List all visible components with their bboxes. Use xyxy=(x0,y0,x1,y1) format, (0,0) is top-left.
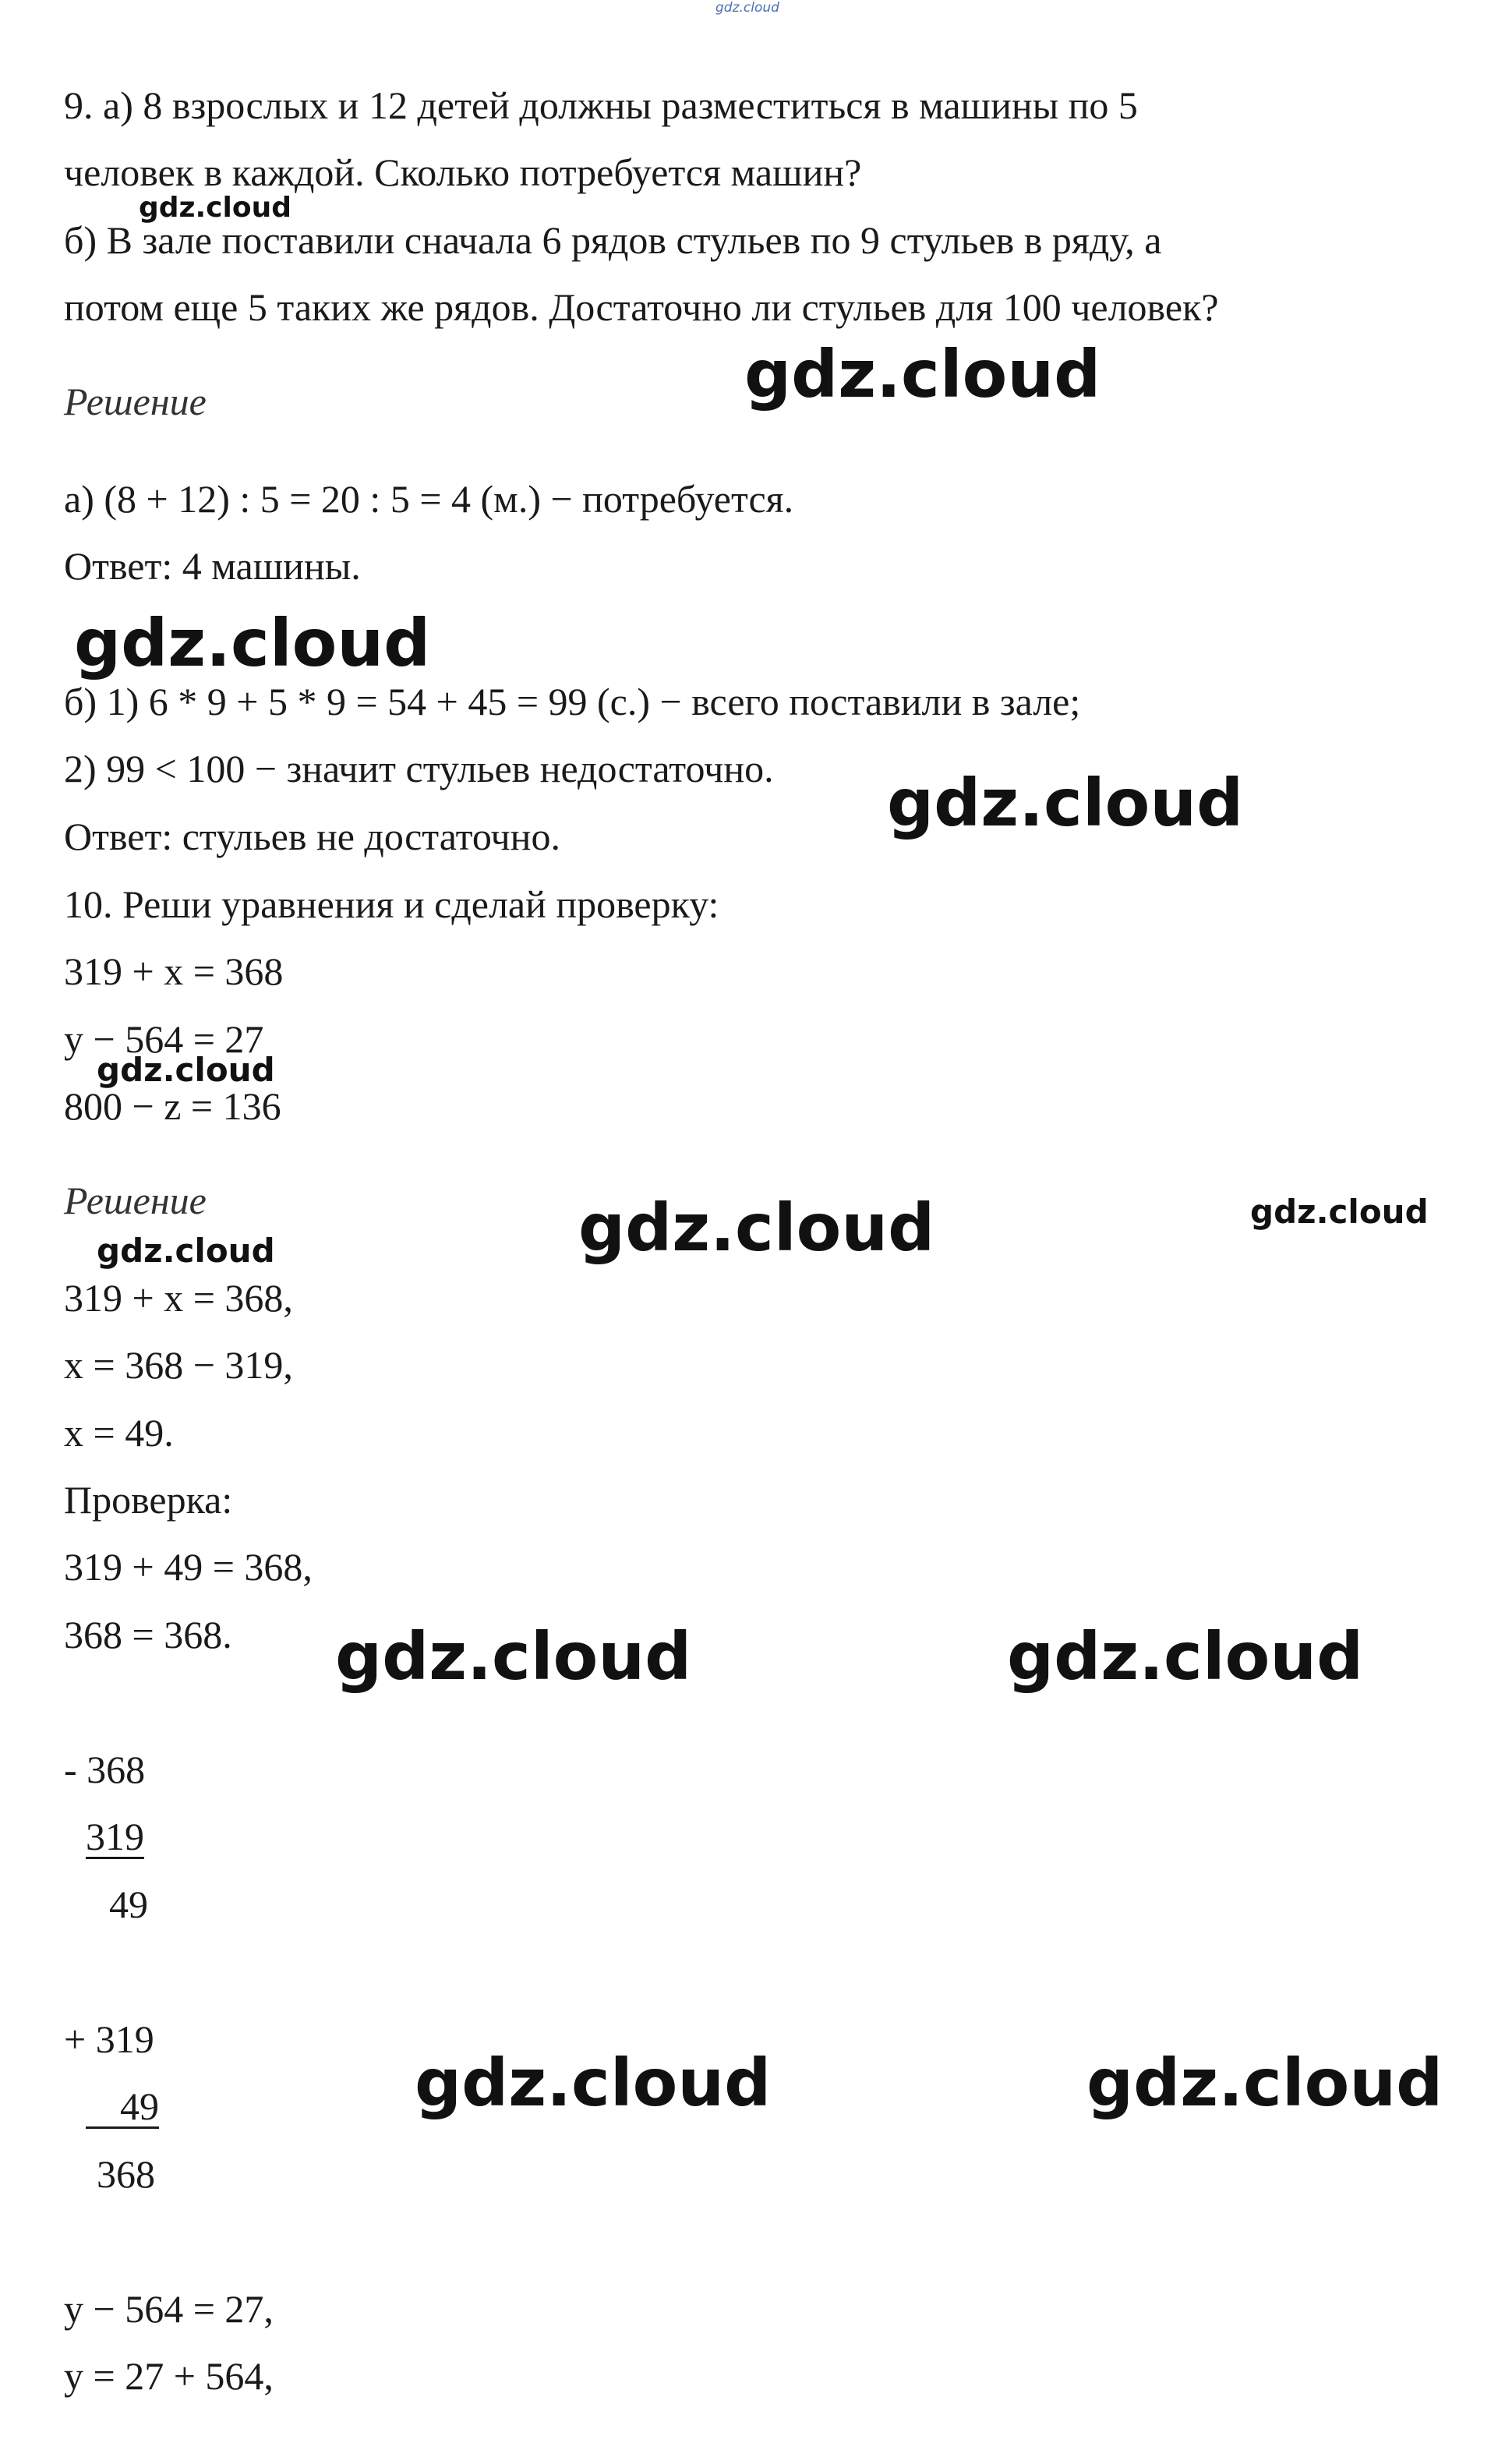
task9-text-line: 9. а) 8 взрослых и 12 детей должны разместиться в машины по 5 xyxy=(64,83,1138,127)
answer-line: Ответ: стульев не достаточно. xyxy=(64,815,560,858)
solution-line: y = 27 + 564, xyxy=(64,2354,274,2398)
column-subtraction-result: 49 xyxy=(109,1882,148,1926)
watermark: gdz.cloud xyxy=(744,336,1101,412)
task9-text-line: б) В зале поставили сначала 6 рядов стульев по 9 стульев в ряду, а xyxy=(64,218,1162,262)
answer-line: Ответ: 4 машины. xyxy=(64,544,361,588)
watermark: gdz.cloud xyxy=(97,1232,275,1270)
column-addition-result: 368 xyxy=(97,2152,155,2196)
solution-label: Решение xyxy=(64,380,207,423)
watermark: gdz.cloud xyxy=(1086,2045,1443,2121)
watermark: gdz.cloud xyxy=(415,2045,772,2121)
solution-line: 2) 99 < 100 − значит стульев недостаточно. xyxy=(64,747,774,790)
watermark: gdz.cloud xyxy=(1007,1618,1364,1695)
solution-line: а) (8 + 12) : 5 = 20 : 5 = 4 (м.) − потребуется. xyxy=(64,477,794,521)
solution-line: б) 1) 6 * 9 + 5 * 9 = 54 + 45 = 99 (с.) − всего поставили в зале; xyxy=(64,680,1081,723)
watermark: gdz.cloud xyxy=(887,765,1244,841)
solution-line: x = 368 − 319, xyxy=(64,1343,293,1387)
solution-label: Решение xyxy=(64,1179,207,1222)
equation: y − 564 = 27 xyxy=(64,1017,264,1061)
watermark: gdz.cloud xyxy=(1250,1193,1429,1231)
column-subtraction-top: - 368 xyxy=(64,1748,146,1791)
watermark: gdz.cloud xyxy=(578,1190,935,1266)
task10-title: 10. Реши уравнения и сделай проверку: xyxy=(64,882,719,926)
column-addition-operand: 49 xyxy=(86,2086,159,2129)
check-line: 319 + 49 = 368, xyxy=(64,1545,313,1589)
watermark: gdz.cloud xyxy=(139,192,291,224)
column-subtraction-operand: 319 xyxy=(86,1815,144,1858)
column-addition-top: + 319 xyxy=(64,2017,154,2061)
solution-line: 319 + x = 368, xyxy=(64,1276,293,1320)
equation: 800 − z = 136 xyxy=(64,1084,281,1128)
column-addition-mid xyxy=(86,2083,159,2130)
solution-line: x = 49. xyxy=(64,1411,174,1455)
watermark: gdz.cloud xyxy=(335,1618,692,1695)
watermark: gdz.cloud xyxy=(97,1051,275,1089)
task9-text-line: человек в каждой. Сколько потребуется машин? xyxy=(64,150,862,194)
task9-text-line: потом еще 5 таких же рядов. Достаточно ли стульев для 100 человек? xyxy=(64,285,1219,329)
watermark: gdz.cloud xyxy=(74,605,431,681)
check-label: Проверка: xyxy=(64,1478,233,1522)
check-line: 368 = 368. xyxy=(64,1613,232,1656)
watermark-tiny: gdz.cloud xyxy=(715,0,779,16)
column-subtraction-mid xyxy=(86,1813,144,1860)
solution-line: y − 564 = 27, xyxy=(64,2287,274,2331)
equation: 319 + x = 368 xyxy=(64,949,284,993)
